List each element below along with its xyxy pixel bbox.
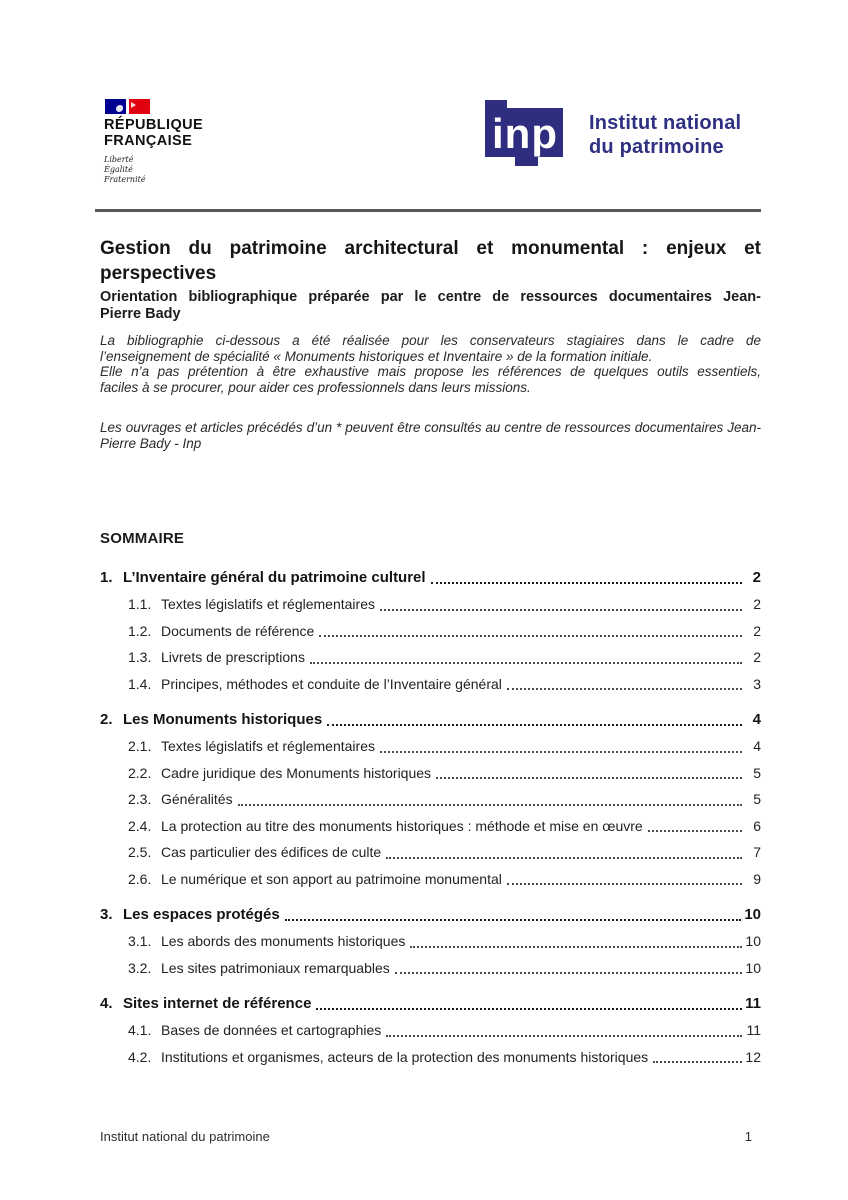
toc-label: Les abords des monuments historiques — [161, 933, 406, 949]
toc-num: 1.3. — [128, 649, 152, 665]
inp-logo — [485, 100, 741, 168]
inp-name — [589, 111, 741, 168]
toc-num: 2.5. — [128, 844, 152, 860]
toc-page: 5 — [753, 764, 761, 781]
toc-label: Institutions et organismes, acteurs de la protection des monuments historiques — [161, 1048, 649, 1065]
toc-label: Les espaces protégés — [123, 906, 280, 923]
toc-entry-4-2[interactable] — [100, 1044, 761, 1071]
toc-entry-2-1[interactable] — [100, 733, 761, 760]
toc-num: 1. — [100, 569, 113, 586]
toc-entry-1-2[interactable] — [100, 618, 761, 645]
toc-label: Le numérique et son apport au patrimoine monumental — [161, 870, 502, 887]
page-subtitle-line2: Pierre Bady — [100, 305, 181, 322]
toc-label: Principes, méthodes et conduite de l’Inventaire général — [161, 675, 502, 692]
toc-label: La protection au titre des monuments historiques : méthode et mise en œuvre — [161, 817, 643, 834]
toc-page: 2 — [753, 649, 761, 665]
toc-label: Les sites patrimoniaux remarquables — [161, 959, 390, 976]
toc-leader-dots — [436, 777, 742, 779]
toc-leader-dots — [507, 883, 742, 885]
intro-paragraph-1 — [100, 333, 761, 395]
toc-page: 2 — [753, 596, 761, 612]
toc-leader-dots — [380, 609, 742, 611]
intro-p1-line3: Elle n’a pas prétention à être exhaustive mais propose les références de quelques outils essentiels, — [100, 364, 761, 379]
sommaire-heading: SOMMAIRE — [100, 530, 185, 547]
motto-liberte: Liberté — [104, 155, 134, 164]
toc-num: 2.4. — [128, 817, 152, 834]
motto-fraternite: Fraternité — [104, 175, 146, 184]
intro-p2-line2: Pierre Bady - Inp — [100, 435, 202, 451]
toc-leader-dots — [410, 946, 742, 948]
toc-num: 3.1. — [128, 933, 152, 949]
flag-blue-block — [105, 99, 126, 114]
toc-leader-dots — [653, 1061, 742, 1063]
toc-entry-3-2[interactable] — [100, 955, 761, 982]
toc-entry-2-5[interactable] — [100, 839, 761, 866]
toc-num: 1.2. — [128, 622, 152, 639]
toc-page: 2 — [752, 569, 761, 586]
page-subtitle — [100, 289, 761, 322]
inp-name-line1: Institut national — [589, 112, 742, 134]
flag-red-block — [129, 99, 150, 114]
toc-label: Cadre juridique des Monuments historiques — [161, 764, 432, 781]
francaise-label: FRANÇAISE — [104, 132, 193, 149]
intro-p1-line1: La bibliographie ci-dessous a été réalisée pour les conservateurs stagiaires dans le cadre de — [100, 333, 761, 348]
header-divider — [95, 209, 761, 212]
toc-entry-2[interactable] — [100, 706, 761, 733]
toc-entry-2-2[interactable] — [100, 760, 761, 787]
footer-page-number: 1 — [744, 1129, 752, 1144]
republique-label: RÉPUBLIQUE — [104, 117, 204, 133]
toc-page: 9 — [753, 870, 761, 887]
toc-entry-2-4[interactable] — [100, 813, 761, 840]
toc-leader-dots — [380, 751, 742, 753]
document-body — [100, 236, 761, 1070]
toc-page: 6 — [753, 817, 761, 834]
toc-num: 3. — [100, 906, 113, 923]
toc-num: 3.2. — [128, 959, 152, 976]
toc-page: 12 — [745, 1048, 761, 1065]
toc-page: 10 — [745, 933, 761, 949]
page-footer — [100, 1129, 752, 1144]
toc-leader-dots — [395, 972, 742, 974]
toc-page: 7 — [753, 844, 761, 860]
toc-label: Sites internet de référence — [123, 995, 312, 1012]
toc-entry-3[interactable] — [100, 901, 761, 928]
toc-page: 4 — [752, 711, 761, 728]
toc-label: Textes législatifs et réglementaires — [161, 596, 375, 612]
page-title-line1: Gestion du patrimoine architectural et monumental : enjeux et — [100, 238, 761, 259]
toc-label: Bases de données et cartographies — [161, 1022, 382, 1038]
toc-entry-1-1[interactable] — [100, 591, 761, 618]
inp-name-line2: du patrimoine — [589, 136, 724, 158]
toc-num: 2. — [100, 711, 113, 728]
motto-egalite: Égalité — [104, 165, 133, 174]
toc-num: 2.2. — [128, 764, 152, 781]
toc-label: Généralités — [161, 791, 233, 807]
toc-leader-dots — [507, 688, 742, 690]
toc-leader-dots — [386, 1035, 742, 1037]
inp-acronym: inp — [492, 110, 558, 157]
toc-entry-1-4[interactable] — [100, 671, 761, 698]
toc-num: 2.3. — [128, 791, 152, 807]
footer-org-label: Institut national du patrimoine — [100, 1129, 270, 1144]
toc-label: Livrets de prescriptions — [161, 649, 305, 665]
toc-num: 4.1. — [128, 1022, 152, 1038]
toc-entry-4[interactable] — [100, 990, 761, 1017]
toc-page: 3 — [753, 675, 761, 692]
toc-page: 10 — [744, 906, 761, 923]
page-title-line2: perspectives — [100, 263, 217, 284]
toc-entry-1-3[interactable] — [100, 644, 761, 671]
toc-leader-dots — [238, 804, 742, 806]
motto — [104, 155, 274, 185]
toc-label: Documents de référence — [161, 622, 315, 639]
toc-num: 1.1. — [128, 596, 152, 612]
toc-entry-2-6[interactable] — [100, 866, 761, 893]
toc-page: 10 — [745, 959, 761, 976]
toc-page: 11 — [746, 1022, 761, 1038]
toc-leader-dots — [648, 830, 742, 832]
inp-logo-icon — [485, 100, 565, 168]
toc-leader-dots — [285, 919, 742, 921]
toc-num: 2.1. — [128, 738, 152, 754]
toc-num: 4. — [100, 995, 113, 1012]
toc-entry-2-3[interactable] — [100, 786, 761, 813]
toc-page: 5 — [753, 791, 761, 807]
toc-label: L’Inventaire général du patrimoine culturel — [123, 569, 426, 586]
toc-entry-1[interactable] — [100, 564, 761, 591]
toc-page: 2 — [753, 622, 761, 639]
toc-leader-dots — [327, 724, 742, 726]
intro-p2-line1: Les ouvrages et articles précédés d’un * peuvent être consultés au centre de ressources documentaires Jean- — [100, 420, 761, 435]
toc-num: 4.2. — [128, 1048, 152, 1065]
french-flag-icon — [105, 99, 274, 114]
intro-p1-line2: l’enseignement de spécialité « Monuments historiques et Inventaire » de la formation initiale. — [100, 348, 653, 364]
toc-label: Les Monuments historiques — [123, 711, 323, 728]
toc-label: Textes législatifs et réglementaires — [161, 738, 375, 754]
toc-entry-3-1[interactable] — [100, 928, 761, 955]
toc-label: Cas particulier des édifices de culte — [161, 844, 382, 860]
toc-leader-dots — [310, 662, 742, 664]
intro-p1-line4: faciles à se procurer, pour aider ces professionnels dans leurs missions. — [100, 379, 531, 395]
table-of-contents — [100, 564, 761, 1070]
republique-francaise-logo — [104, 99, 274, 185]
toc-page: 4 — [753, 738, 761, 754]
intro-paragraph-2 — [100, 420, 761, 451]
page-subtitle-line1: Orientation bibliographique préparée par le centre de ressources documentaires Jean- — [100, 289, 761, 305]
toc-leader-dots — [386, 857, 742, 859]
toc-entry-4-1[interactable] — [100, 1017, 761, 1044]
toc-leader-dots — [431, 582, 742, 584]
toc-page: 11 — [745, 995, 761, 1012]
toc-leader-dots — [316, 1008, 742, 1010]
page-title — [100, 236, 761, 286]
toc-num: 2.6. — [128, 870, 152, 887]
toc-leader-dots — [319, 635, 742, 637]
toc-num: 1.4. — [128, 675, 152, 692]
